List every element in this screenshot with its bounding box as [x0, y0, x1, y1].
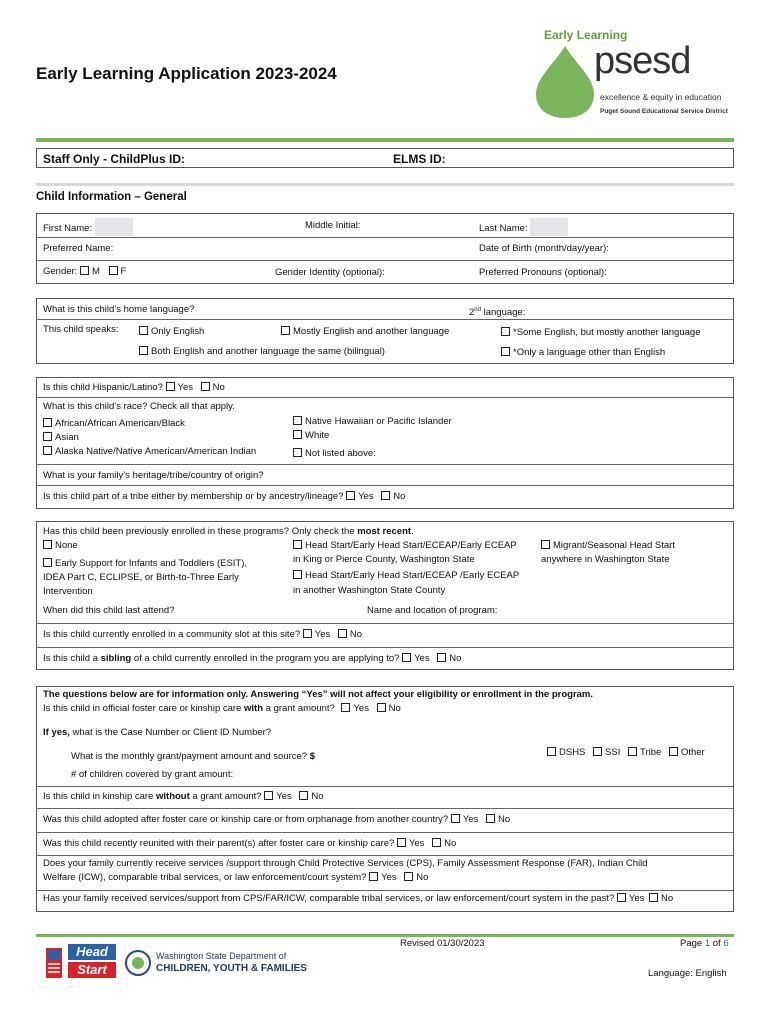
esit-label-3: Intervention [43, 586, 93, 597]
dshs-label: DSHS [559, 747, 586, 758]
race-white-label: White [305, 430, 330, 441]
none-checkbox[interactable] [43, 540, 52, 549]
info-banner: The questions below are for information only. Answering “Yes” will not affect your eligibility or enrollment in the program. [43, 689, 594, 700]
some-english-label: *Some English, but mostly another language [513, 327, 701, 338]
reunited-yes-checkbox[interactable] [397, 838, 406, 847]
only-english-checkbox[interactable] [139, 326, 148, 335]
some-english-checkbox[interactable] [501, 327, 510, 336]
heritage-question: What is your family’s heritage/tribe/country of origin? [43, 470, 264, 481]
race-black-label: African/African American/Black [55, 418, 185, 429]
kinship-yes-checkbox[interactable] [264, 791, 273, 800]
hispanic-no-checkbox[interactable] [201, 382, 210, 391]
yes-label: Yes [414, 653, 430, 664]
esit-label: Early Support for Infants and Toddlers (ESIT), [55, 558, 248, 569]
race-pacific-label: Native Hawaiian or Pacific Islander [305, 416, 452, 427]
cps-question: Does your family currently receive services /support through Child Protective Services (CPS), Family Assessment Response (FAR), Indian Child [43, 858, 648, 869]
children-covered-label: # of children covered by grant amount: [71, 769, 234, 780]
community-yes-checkbox[interactable] [303, 629, 312, 638]
staff-box [36, 148, 734, 168]
footer-divider [36, 934, 734, 937]
no-label: No [661, 893, 674, 904]
cps-question-2: Welfare (ICW), comparable tribal services, or law enforcement/court system? [43, 872, 367, 883]
race-not-listed-checkbox[interactable] [293, 448, 302, 457]
yes-label: Yes [353, 703, 369, 714]
kinship-question: Is this child in kinship care without a grant amount? [43, 791, 262, 802]
home-language-label: What is this child’s home language? [43, 304, 195, 315]
race-white-checkbox[interactable] [293, 430, 302, 439]
logo-tagline: excellence & equity in education [600, 92, 722, 102]
gender-m-checkbox[interactable] [80, 266, 89, 275]
race-native-label: Alaska Native/Native American/American Indian [55, 446, 257, 457]
dcyf-line-2: CHILDREN, YOUTH & FAMILIES [156, 963, 307, 974]
past-yes-checkbox[interactable] [617, 893, 626, 902]
no-label: No [444, 838, 457, 849]
page-title: Early Learning Application 2023-2024 [36, 64, 337, 83]
gender-f-checkbox[interactable] [109, 266, 118, 275]
logo-district: Puget Sound Educational Service District [600, 108, 728, 115]
race-pacific-checkbox[interactable] [293, 416, 302, 425]
no-label: No [497, 814, 511, 825]
mostly-english-label: Mostly English and another language [293, 326, 450, 337]
middle-initial-label: Middle Initial: [305, 220, 361, 231]
other-source-checkbox[interactable] [669, 747, 678, 756]
race-question: What is this child’s race? Check all that apply. [43, 401, 235, 412]
gender-label: Gender: [43, 266, 78, 277]
sibling-yes-checkbox[interactable] [402, 653, 411, 662]
ssi-checkbox[interactable] [593, 747, 602, 756]
community-slot-question: Is this child currently enrolled in a community slot at this site? [43, 629, 301, 640]
adopted-no-checkbox[interactable] [486, 814, 495, 823]
childplus-id-label: Staff Only - ChildPlus ID: [43, 152, 186, 166]
no-label: No [311, 791, 324, 802]
elms-id-label: ELMS ID: [393, 152, 446, 166]
yes-label: Yes [276, 791, 292, 802]
hs-other-county-label: Head Start/Early Head Start/ECEAP /Early ECEAP [305, 570, 520, 581]
migrant-checkbox[interactable] [541, 540, 550, 549]
bilingual-label: Both English and another language the same (bilingual) [151, 346, 385, 357]
hs-other-county-checkbox[interactable] [293, 570, 302, 579]
child-speaks-label: This child speaks: [43, 324, 119, 335]
dob-label: Date of Birth (month/day/year): [479, 243, 609, 254]
tribe-source-label: Tribe [640, 747, 662, 758]
hispanic-yes-checkbox[interactable] [166, 382, 175, 391]
first-name-input[interactable] [95, 218, 133, 236]
hs-other-county-label-2: in another Washington State County [293, 585, 446, 596]
head-start-text-1: Head [68, 944, 116, 960]
no-label: No [212, 382, 225, 393]
child-general-box [36, 213, 734, 284]
bilingual-checkbox[interactable] [139, 346, 148, 355]
ssi-label: SSI [605, 747, 621, 758]
logo-early-learning: Early Learning [544, 28, 628, 42]
logo-wordmark: psesd [594, 40, 691, 82]
yes-label: Yes [462, 814, 479, 825]
kinship-no-checkbox[interactable] [299, 791, 308, 800]
preferred-name-label: Preferred Name: [43, 243, 114, 254]
language-box [36, 298, 734, 364]
water-drop-icon [532, 44, 598, 120]
race-asian-checkbox[interactable] [43, 432, 52, 441]
head-start-logo [44, 944, 118, 980]
foster-yes-checkbox[interactable] [341, 703, 350, 712]
cps-no-checkbox[interactable] [404, 872, 413, 881]
cps-yes-checkbox[interactable] [369, 872, 378, 881]
no-label: No [388, 703, 401, 714]
last-attend-label: When did this child last attend? [43, 605, 175, 616]
gender-f-label: F [120, 266, 127, 277]
race-native-checkbox[interactable] [43, 446, 52, 455]
language-footer: Language: English [648, 968, 727, 979]
dcyf-logo [124, 947, 307, 983]
migrant-label: Migrant/Seasonal Head Start [553, 540, 675, 551]
tribe-yes-checkbox[interactable] [346, 491, 355, 500]
dcyf-seal-icon [124, 949, 152, 977]
no-label: No [349, 629, 363, 640]
section-heading-child-info: Child Information – General [36, 191, 187, 203]
mostly-english-checkbox[interactable] [281, 326, 290, 335]
esit-checkbox[interactable] [43, 558, 52, 567]
case-number-label: If yes, what is the Case Number or Client ID Number? [43, 727, 272, 738]
hispanic-question: Is this child Hispanic/Latino? [43, 382, 163, 393]
foster-no-checkbox[interactable] [377, 703, 386, 712]
no-label: No [416, 872, 429, 883]
sibling-no-checkbox[interactable] [437, 653, 446, 662]
section-divider [36, 183, 734, 186]
other-source-label: Other [680, 747, 705, 758]
reunited-no-checkbox[interactable] [432, 838, 441, 847]
race-not-listed-label: Not listed above: [305, 448, 376, 459]
tribe-source-checkbox[interactable] [628, 747, 637, 756]
esit-label-2: IDEA Part C, ECLIPSE, or Birth-to-Three Early [43, 572, 239, 583]
gender-identity-label: Gender Identity (optional): [275, 267, 385, 278]
revised-date: Revised 01/30/2023 [400, 938, 485, 949]
last-name-label: Last Name: [479, 223, 528, 234]
migrant-label-2: anywhere in Washington State [541, 554, 670, 565]
gender-m-label: M [91, 266, 100, 277]
yes-label: Yes [408, 838, 425, 849]
adopted-yes-checkbox[interactable] [451, 814, 460, 823]
enrollment-question: Has this child been previously enrolled in these programs? Only check the most recent. [43, 526, 414, 537]
psesd-logo [532, 26, 732, 126]
tribe-no-checkbox[interactable] [381, 491, 390, 500]
hs-king-pierce-checkbox[interactable] [293, 540, 302, 549]
yes-label: Yes [177, 382, 194, 393]
hs-king-pierce-label: Head Start/Early Head Start/ECEAP/Early ECEAP [305, 540, 517, 551]
ethnicity-box [36, 377, 734, 509]
yes-label: Yes [628, 893, 645, 904]
yes-label: Yes [358, 491, 374, 502]
no-label: No [393, 491, 406, 502]
program-name-label: Name and location of program: [367, 605, 498, 616]
sibling-question: Is this child a sibling of a child currently enrolled in the program you are applying to? [43, 653, 400, 664]
page-indicator: Page 1 of 6 [680, 938, 729, 949]
adopted-question: Was this child adopted after foster care or kinship care or from orphanage from another country? [43, 814, 449, 825]
head-start-text-2: Start [68, 962, 116, 978]
none-label: None [55, 540, 78, 551]
reunited-question: Was this child recently reunited with their parent(s) after foster care or kinship care? [43, 838, 395, 849]
first-name-label: First Name: [43, 223, 93, 234]
last-name-input[interactable] [530, 218, 568, 236]
past-no-checkbox[interactable] [649, 893, 658, 902]
head-start-icon [44, 944, 66, 980]
yes-label: Yes [314, 629, 331, 640]
other-language-checkbox[interactable] [501, 347, 510, 356]
monthly-grant-label: What is the monthly grant/payment amount and source? $ [71, 751, 315, 762]
no-label: No [449, 653, 462, 664]
dshs-checkbox[interactable] [547, 747, 556, 756]
yes-label: Yes [381, 872, 397, 883]
hs-king-pierce-label-2: in King or Pierce County, Washington State [293, 554, 475, 565]
only-english-label: Only English [151, 326, 205, 337]
past-services-question: Has your family received services/support from CPS/FAR/ICW, comparable tribal services, or law enforcement/court system in the past? [43, 893, 615, 904]
enrollment-box [36, 521, 734, 670]
tribe-question: Is this child part of a tribe either by membership or by ancestry/lineage? [43, 491, 344, 502]
header-divider [36, 138, 734, 142]
foster-question: Is this child in official foster care or kinship care with a grant amount? [43, 703, 335, 714]
second-language-label: 2nd language: [469, 307, 526, 319]
other-language-label: *Only a language other than English [513, 347, 666, 358]
dcyf-line-1: Washington State Department of [156, 951, 287, 961]
pronouns-label: Preferred Pronouns (optional): [479, 267, 607, 278]
information-box [36, 686, 734, 912]
race-asian-label: Asian [55, 432, 79, 443]
race-black-checkbox[interactable] [43, 418, 52, 427]
community-no-checkbox[interactable] [338, 629, 347, 638]
